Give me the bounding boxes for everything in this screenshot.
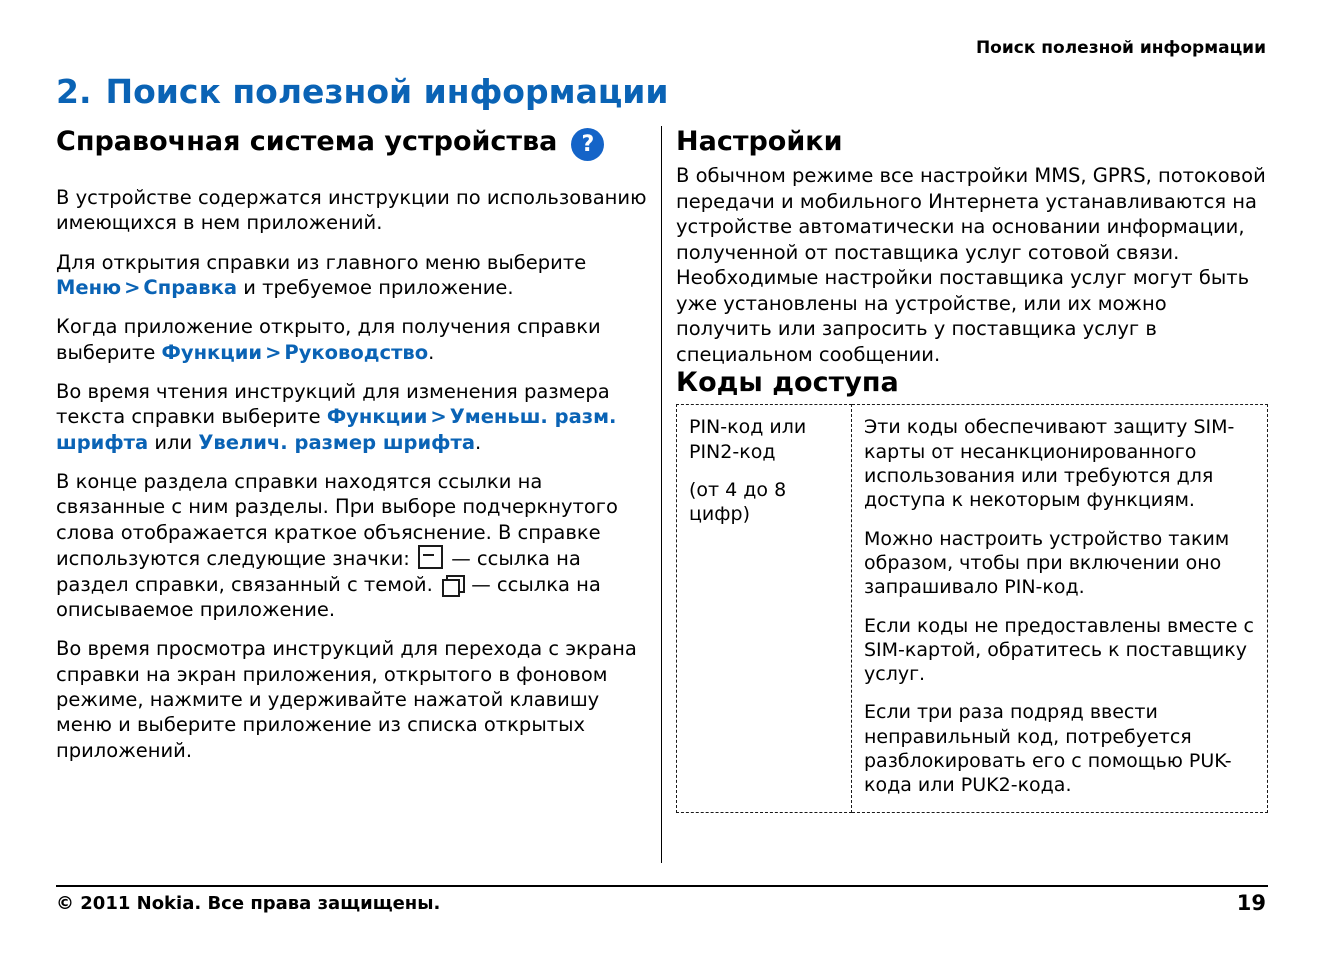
code-label-text-1: PIN-код или: [689, 416, 807, 439]
p3-text-a: Когда приложение открыто, для получения справки выберите: [56, 315, 601, 364]
link-decrease-font: Уменьш. разм. шрифта: [56, 405, 617, 454]
left-column: [56, 126, 656, 777]
page-number: 19: [1236, 891, 1266, 915]
help-paragraph-3: [56, 314, 656, 365]
code-desc-paragraph-2: Можно настроить устройство таким образом, чтобы при включении оно запрашивало PIN-код.: [864, 527, 1230, 599]
code-label-line-1: [689, 415, 839, 464]
help-paragraph-5: [56, 469, 656, 622]
help-paragraph-2: [56, 250, 656, 301]
p2-text-a: Для открытия справки из главного меню выберите: [56, 250, 587, 274]
footer-divider: [56, 885, 1268, 887]
p4-text-a: Во время чтения инструкций для изменения размера текста справки выберите: [56, 380, 610, 429]
code-desc-paragraph-1: Эти коды обеспечивают защиту SIM-карты от несанкционированного использования или требуются для доступа к некоторым функциям.: [864, 416, 1235, 512]
p4-text-b: .: [475, 430, 482, 454]
help-section-header: [56, 126, 656, 163]
code-desc-paragraph-4: Если три раза подряд ввести неправильный код, потребуется разблокировать его с помощью PUK-кода или PUK2-кода.: [864, 701, 1232, 797]
right-column: [676, 126, 1268, 813]
settings-section-title: Настройки: [676, 126, 843, 157]
column-divider: [661, 126, 662, 863]
link-menu: Меню: [56, 276, 122, 300]
separator-gt-3: >: [430, 405, 447, 429]
p2-text-b: и требуемое приложение.: [237, 276, 514, 300]
help-paragraph-6: Во время просмотра инструкций для перехода с экрана справки на экран приложения, открытого в фоновом режиме, нажмите и удерживайте нажатой клавишу меню и выберите приложение из списка открытых приложений.: [56, 637, 637, 762]
link-increase-font: Увелич. размер шрифта: [198, 430, 475, 454]
separator-gt-2: >: [265, 340, 282, 364]
link-functions-1: Функции: [161, 340, 263, 364]
question-mark-icon: ?: [571, 128, 604, 161]
link-help: Справка: [143, 276, 238, 300]
chapter-title: [56, 72, 669, 111]
running-head: Поиск полезной информации: [975, 38, 1266, 58]
table-row: [677, 405, 1268, 812]
help-paragraph-1: В устройстве содержатся инструкции по использованию имеющихся в нем приложений.: [56, 186, 647, 235]
application-window-icon: [442, 575, 462, 595]
p4-or: или: [148, 430, 199, 454]
p5-text-b: — ссылка на раздел справки, связанный с темой.: [56, 547, 581, 596]
copyright-notice: © 2011 Nokia. Все права защищены.: [56, 893, 441, 914]
code-desc-paragraph-3: Если коды не предоставлены вместе с SIM-картой, обратитесь к поставщику услуг.: [864, 614, 1254, 686]
link-functions-2: Функции: [326, 405, 428, 429]
help-paragraph-4: [56, 379, 656, 455]
link-arrow-icon: [418, 545, 443, 569]
table-cell-code-label: [677, 405, 852, 812]
code-label-line-3: (от 4 до 8 цифр): [689, 478, 787, 526]
chapter-title-text: Поиск полезной информации: [105, 72, 669, 111]
p3-text-b: .: [428, 340, 435, 364]
p5-text-c: — ссылка на описываемое приложение.: [56, 572, 601, 621]
separator-gt-1: >: [124, 276, 141, 300]
p5-text-a: В конце раздела справки находятся ссылки на связанные с ним разделы. При выборе подчеркнутого слова отображается краткое объяснение. В справке используются следующие значки:: [56, 470, 618, 571]
settings-paragraph: В обычном режиме все настройки MMS, GPRS, потоковой передачи и мобильного Интернета устанавливаются на устройстве автоматически на основании информации, полученной от поставщика услуг сотовой связи. Необходимые настройки поставщика услуг могут быть уже установлены на устройстве, или их можно получить или запросить у поставщика услуг в специальном сообщении.: [676, 164, 1266, 366]
access-codes-section-title: Коды доступа: [676, 367, 899, 399]
link-guide: Руководство: [284, 340, 429, 364]
chapter-number: 2.: [56, 72, 92, 111]
help-section-title: Справочная система устройства: [56, 126, 558, 157]
access-codes-table: [676, 404, 1268, 812]
table-cell-code-description: [852, 405, 1268, 812]
code-label-text-2: PIN2-код: [689, 440, 776, 463]
